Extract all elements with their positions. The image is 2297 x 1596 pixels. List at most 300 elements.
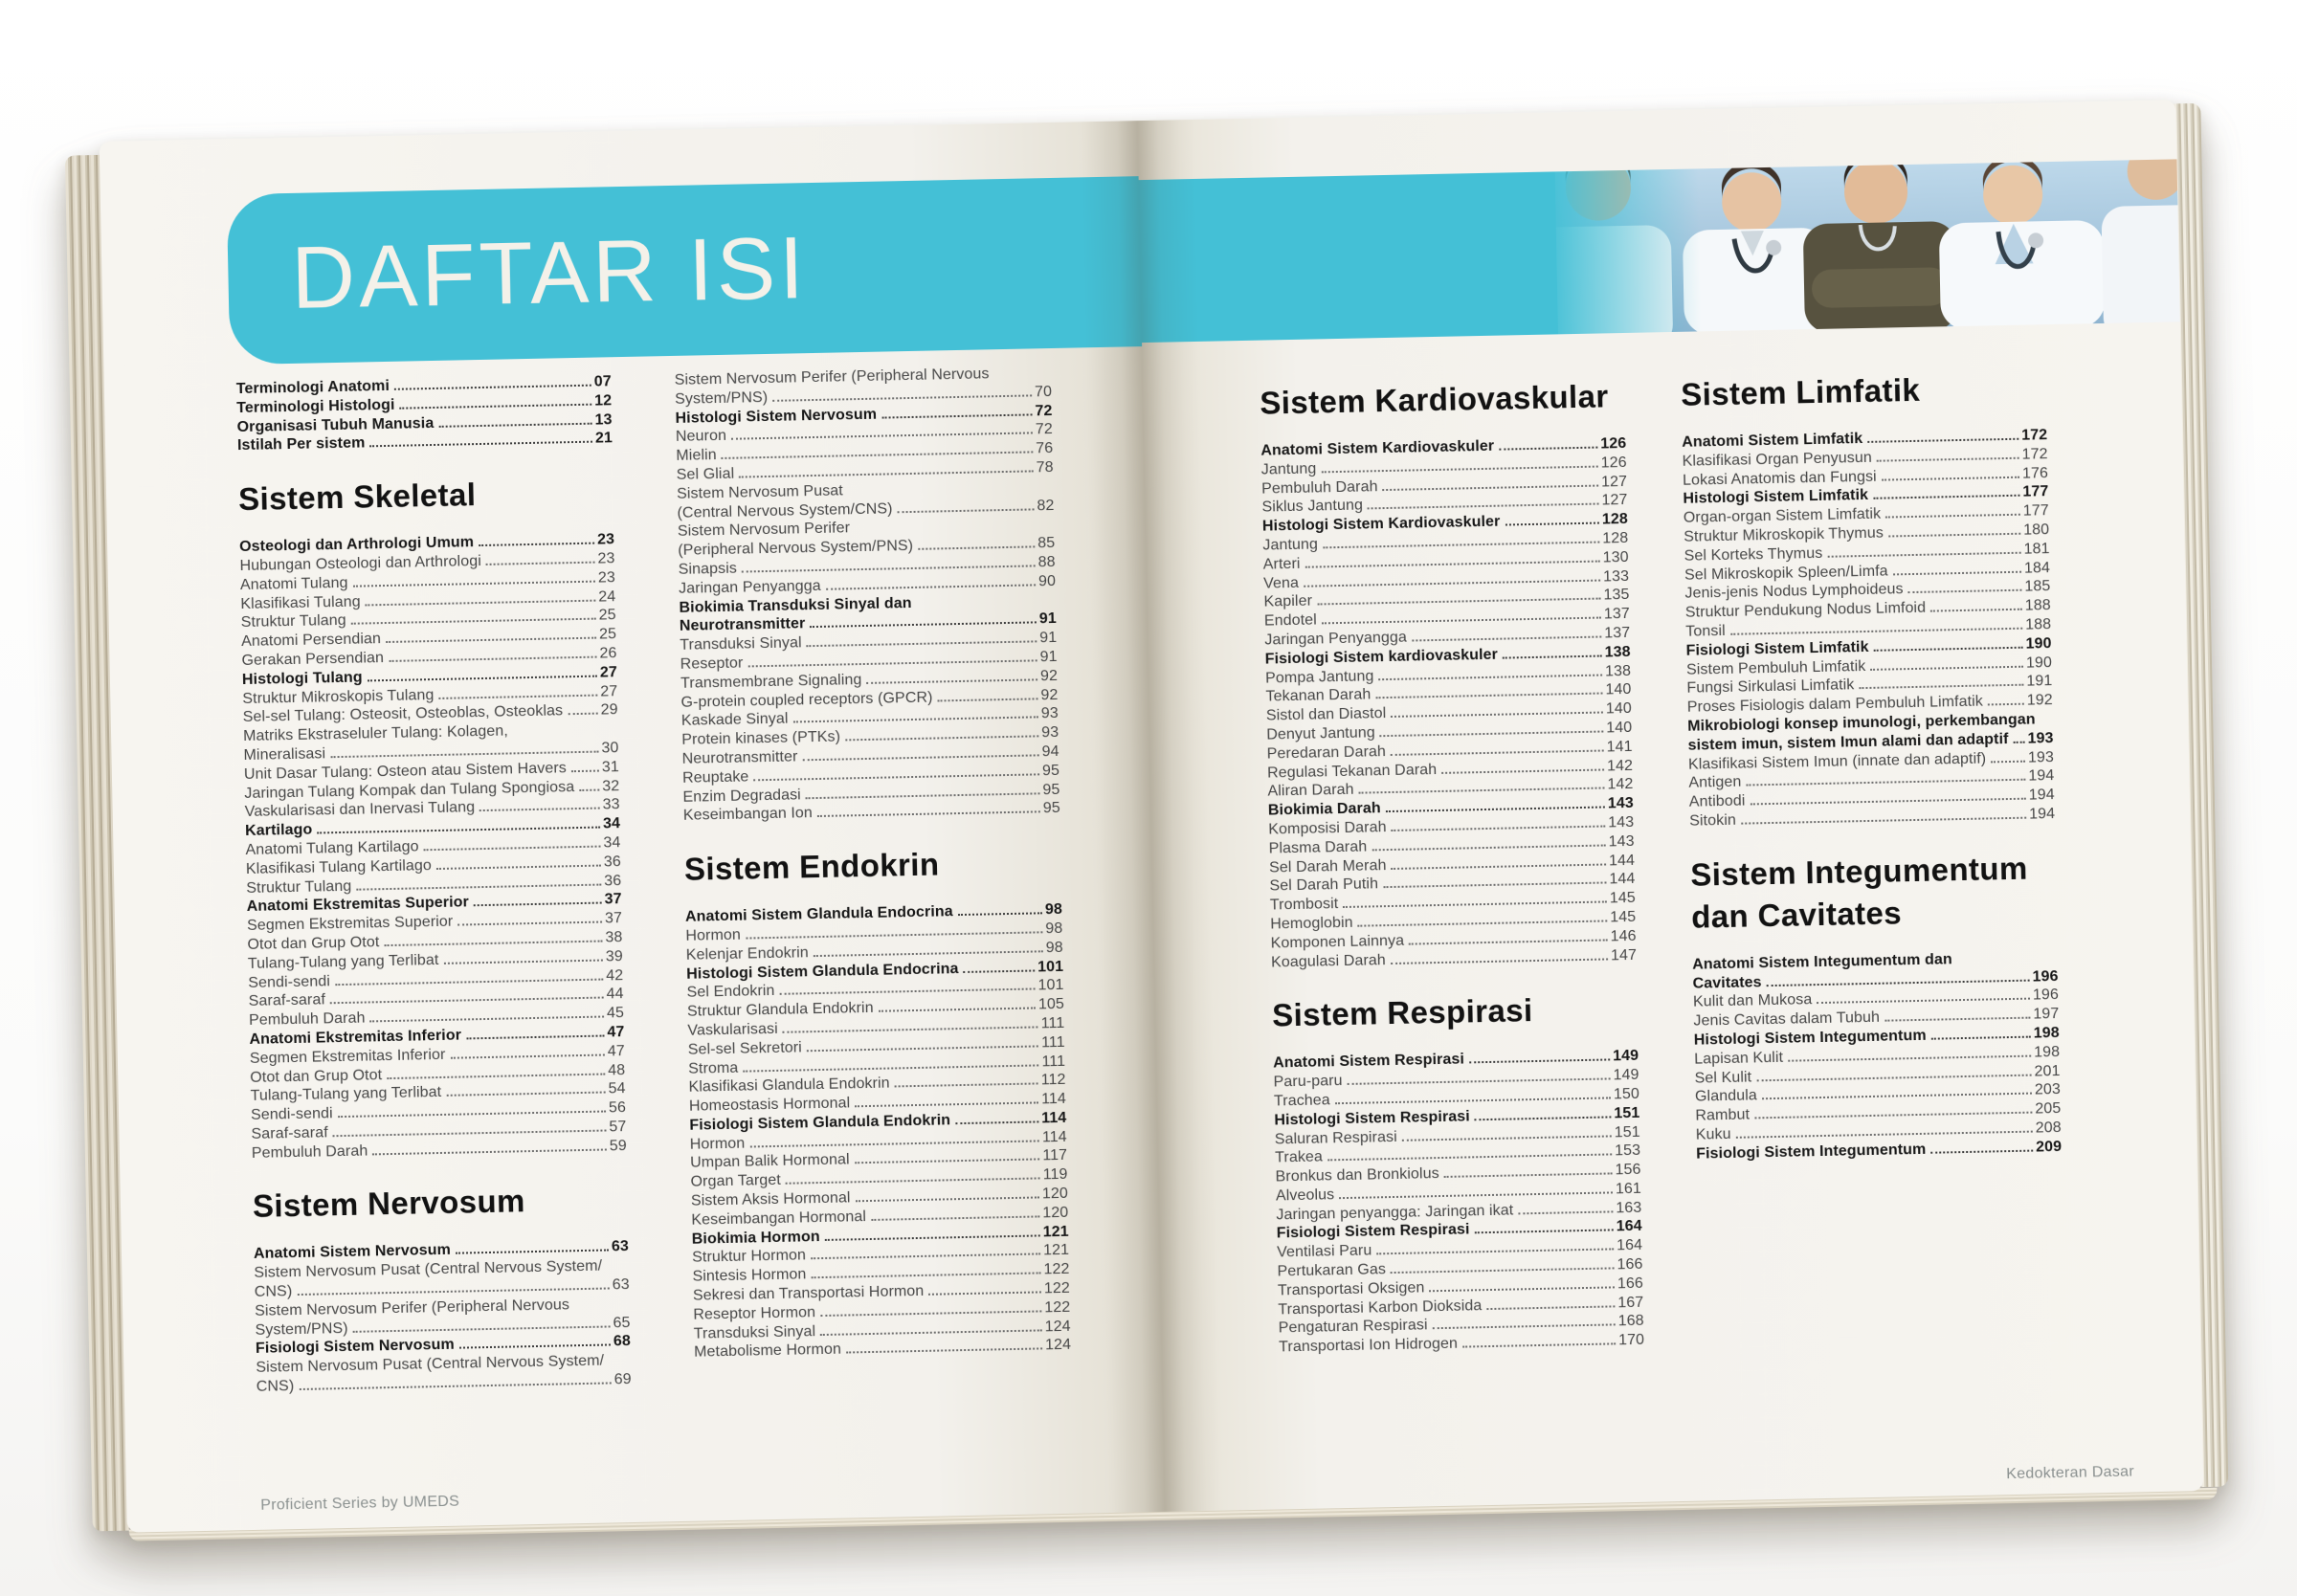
dot-leader — [446, 1092, 605, 1097]
toc-entry-label: Histologi Sistem Kardiovaskuler — [1261, 513, 1501, 535]
dot-leader — [368, 675, 597, 681]
toc-entry-label: Bronkus dan Bronkiolus — [1275, 1165, 1439, 1186]
page-number: 143 — [1608, 832, 1635, 851]
page-number: 27 — [600, 682, 618, 700]
toc-entry-label: Fisiologi Sistem kardiovaskuler — [1264, 646, 1499, 668]
page-number: 149 — [1612, 1048, 1639, 1065]
page-number: 69 — [613, 1371, 632, 1388]
toc-entry-label: Antigen — [1688, 773, 1742, 792]
toc-entry-label: Proses Fisiologis dalam Pembuluh Limfatik — [1686, 693, 1984, 716]
dot-leader — [1908, 589, 2022, 593]
page-number: 141 — [1606, 738, 1633, 756]
toc-entry-label: Paru-paru — [1273, 1073, 1343, 1091]
page-number: 164 — [1616, 1218, 1642, 1235]
toc-entry-label: Mikrobiologi konsep imunologi, perkembangan — [1687, 711, 2036, 735]
toc-entry-label: Anatomi Tulang — [239, 574, 348, 593]
toc-entry-label: Enzim Degradasi — [682, 786, 801, 806]
dot-leader — [457, 921, 602, 926]
page-number: 161 — [1615, 1180, 1642, 1198]
page-number: 208 — [2035, 1119, 2062, 1137]
page-number: 127 — [1600, 473, 1628, 491]
toc-entry-label: Pertukaran Gas — [1277, 1261, 1387, 1280]
toc-entry-label: Anatomi Tulang Kartilago — [245, 838, 419, 858]
page-number: 166 — [1617, 1255, 1643, 1274]
page-number: 91 — [1039, 630, 1058, 647]
toc-entry-label: Klasifikasi Tulang Kartilago — [245, 856, 433, 877]
page-number: 144 — [1608, 852, 1636, 869]
toc-entry-label: Sistol dan Diastol — [1265, 705, 1387, 724]
toc-entry-label: Histologi Tulang — [241, 669, 363, 688]
page-number: 184 — [2023, 559, 2051, 577]
toc-entry-label: Aliran Darah — [1267, 782, 1354, 800]
dot-leader — [806, 792, 1040, 799]
dot-leader — [1503, 654, 1602, 658]
dot-leader — [1873, 495, 2019, 499]
toc-entry-label: Hubungan Osteologi dan Arthrologi — [239, 552, 482, 575]
dot-leader — [474, 902, 602, 907]
dot-leader — [333, 1129, 607, 1137]
dot-leader — [1741, 817, 2026, 825]
dot-leader — [722, 452, 1034, 460]
toc-entry-label: Neurotransmitter — [679, 615, 806, 635]
page-number: 133 — [1602, 567, 1630, 586]
dot-leader — [1376, 1249, 1614, 1255]
dot-leader — [1402, 1135, 1612, 1141]
page-number: 98 — [1045, 939, 1063, 956]
toc-entry-label: Anatomi Sistem Limfatik — [1682, 431, 1863, 451]
toc-title-banner — [227, 176, 1142, 365]
page-number: 47 — [607, 1024, 625, 1041]
page-number: 63 — [612, 1276, 630, 1294]
dot-leader — [739, 470, 1033, 477]
toc-entry-label: Struktur Mikroskopis Tulang — [242, 686, 435, 707]
toc-entry-label: Koagulasi Darah — [1270, 951, 1387, 971]
dot-leader — [1877, 457, 2019, 462]
toc-entry-label: Umpan Balik Hormonal — [690, 1151, 850, 1172]
page-number: 177 — [2022, 483, 2049, 501]
dot-leader — [1867, 438, 2018, 443]
page-number: 65 — [613, 1314, 631, 1332]
toc-entry-label: Hormon — [689, 1135, 746, 1153]
toc-entry-label: Jaringan penyangga: Jaringan ikat — [1276, 1202, 1514, 1224]
dot-leader — [1885, 514, 2020, 519]
page-number: 209 — [2035, 1138, 2063, 1156]
toc-entry-label: Sel-sel Tulang: Osteosit, Osteoblas, Osteoklas — [242, 702, 564, 726]
page-number: 78 — [1036, 458, 1054, 477]
dot-leader — [1383, 484, 1599, 491]
page-number: 164 — [1616, 1237, 1643, 1254]
toc-entry-label: G-protein coupled receptors (GPCR) — [680, 689, 933, 711]
dot-leader — [1486, 1305, 1615, 1310]
toc-entry-label: Trombosit — [1269, 896, 1339, 914]
toc-entry-label: Transduksi Sinyal — [680, 634, 802, 654]
page-number: 34 — [603, 834, 621, 852]
dot-leader — [814, 950, 1043, 957]
page-number: 128 — [1602, 529, 1629, 547]
page-number: 37 — [604, 891, 622, 908]
dot-leader — [1469, 1059, 1610, 1064]
toc-entry-label: Kelenjar Endokrin — [685, 943, 809, 964]
page-number: 24 — [598, 587, 616, 606]
dot-leader — [845, 735, 1038, 741]
page-number: 23 — [597, 568, 616, 587]
toc-entry-label: Sistem Nervosum Pusat — [676, 482, 843, 502]
dot-leader — [1736, 1130, 2033, 1138]
page-number: 135 — [1603, 587, 1630, 604]
toc-entry-label: Arteri — [1262, 555, 1301, 573]
dot-leader — [753, 773, 1039, 781]
toc-entry-label: Histologi Sistem Limfatik — [1683, 487, 1869, 508]
toc-entry-label: Transportasi Ion Hidrogen — [1278, 1335, 1459, 1356]
page-number: 137 — [1603, 606, 1631, 623]
toc-entry-label: Neurotransmitter — [681, 748, 798, 767]
dot-leader — [1884, 1017, 2030, 1022]
toc-entry-label: Sel Endokrin — [686, 983, 775, 1002]
toc-entry-label: Regulasi Tekanan Darah — [1266, 761, 1438, 782]
dot-leader — [1767, 979, 2030, 986]
toc-entry-label: Mineralisasi — [243, 745, 326, 764]
toc-entry-label: Fisiologi Sistem Glandula Endokrin — [689, 1112, 951, 1134]
toc-entry-label: Tonsil — [1685, 622, 1726, 640]
toc-entry-label: Stroma — [688, 1059, 739, 1077]
section-heading: Sistem Limfatik — [1680, 371, 1921, 412]
page-number: 201 — [2034, 1062, 2061, 1080]
toc-entry-label: Sintesis Hormon — [692, 1266, 807, 1285]
dot-leader — [938, 698, 1038, 701]
dot-leader — [1882, 476, 2019, 480]
page-number: 36 — [603, 853, 622, 871]
toc-entry-label: sistem imun, sistem Imun alami dan adaptif — [1687, 730, 2009, 754]
toc-entry-label: Komponen Lainnya — [1270, 932, 1405, 952]
dot-leader — [1358, 920, 1608, 926]
page-number: 193 — [2027, 748, 2055, 766]
page-number: 121 — [1042, 1223, 1069, 1241]
page-number: 25 — [598, 626, 617, 643]
footer-book-label: Kedokteran Dasar — [2006, 1463, 2135, 1483]
page-number: 92 — [1040, 686, 1059, 703]
toc-entry-label: Saluran Respirasi — [1274, 1128, 1397, 1147]
toc-entry-label: Hormon — [685, 926, 742, 944]
page-number: 149 — [1613, 1066, 1639, 1084]
toc-entry-label: Reseptor Hormon — [693, 1304, 816, 1323]
page-number: 27 — [599, 663, 618, 681]
toc-entry-label: Biokimia Darah — [1267, 800, 1381, 819]
page-number: 114 — [1040, 1090, 1067, 1108]
page-number: 07 — [593, 373, 612, 390]
dot-leader — [1746, 779, 2025, 787]
section-heading: Sistem Skeletal — [237, 477, 477, 518]
page-number: 128 — [1601, 511, 1629, 528]
dot-leader — [1343, 901, 1607, 909]
page-number: 34 — [602, 815, 621, 832]
dot-leader — [742, 565, 1036, 572]
dot-leader — [317, 827, 600, 834]
dot-leader — [1380, 730, 1604, 737]
page-number: 167 — [1617, 1294, 1644, 1311]
page-number: 88 — [1037, 553, 1056, 571]
dot-leader — [820, 1329, 1042, 1336]
dot-leader — [786, 1178, 1040, 1185]
page-number: 138 — [1604, 643, 1631, 661]
toc-entry-label: Struktur Glandula Endokrin — [686, 999, 874, 1020]
page-number: 30 — [601, 740, 619, 757]
dot-leader — [802, 754, 1038, 761]
toc-entry-label: CNS) — [254, 1283, 293, 1300]
page-number: 31 — [601, 758, 620, 776]
toc-entry-label: Endotel — [1263, 611, 1318, 630]
page-number: 59 — [609, 1137, 627, 1155]
page-number: 188 — [2025, 616, 2052, 633]
dot-leader — [486, 562, 595, 565]
dot-leader — [370, 1016, 605, 1023]
section-heading: Sistem Respirasi — [1271, 992, 1533, 1033]
dot-leader — [443, 959, 602, 964]
toc-entry-label: Vaskularisasi dan Inervasi Tulang — [244, 799, 476, 821]
toc-entry-label: Sel Korteks Thymus — [1684, 544, 1823, 565]
toc-entry-label: Pengaturan Respirasi — [1278, 1317, 1428, 1337]
page-number: 172 — [2021, 445, 2048, 463]
dot-leader — [958, 912, 1042, 916]
dot-leader — [811, 1273, 1040, 1279]
toc-entry-label: Istilah Per sistem — [236, 434, 366, 454]
page-number: 143 — [1607, 795, 1635, 812]
dot-leader — [1893, 570, 2021, 575]
toc-entry-label: Komposisi Darah — [1268, 819, 1387, 838]
dot-leader — [1754, 1112, 2032, 1119]
dot-leader — [1930, 609, 2022, 612]
dot-leader — [1462, 1343, 1616, 1348]
dot-leader — [1499, 447, 1597, 451]
dot-leader — [856, 1197, 1039, 1203]
page-number: 124 — [1044, 1318, 1071, 1335]
page-number: 177 — [2022, 502, 2049, 520]
page-number: 137 — [1604, 624, 1631, 642]
toc-entry-label: Klasifikasi Organ Penyusun — [1682, 449, 1873, 470]
dot-leader — [1750, 798, 2025, 806]
toc-entry-label: Tekanan Darah — [1265, 686, 1372, 705]
toc-entry-label: Trakea — [1275, 1148, 1324, 1166]
page-number: 42 — [606, 966, 624, 984]
dot-leader — [366, 599, 596, 606]
toc-entry-label: Segmen Ekstremitas Inferior — [249, 1046, 446, 1067]
toc-entry-label: Osteologi dan Arthrologi Umum — [238, 534, 475, 556]
dot-leader — [384, 940, 602, 946]
toc-entry-label: Reseptor — [680, 654, 744, 673]
dot-leader — [1762, 1093, 2032, 1100]
section-heading: Sistem Integumentum dan Cavitates — [1689, 850, 2028, 935]
page-number: 23 — [596, 531, 615, 548]
dot-leader — [1317, 598, 1600, 606]
dot-leader — [424, 845, 601, 851]
page-number: 191 — [2026, 673, 2053, 690]
dot-leader — [1321, 465, 1597, 473]
page-number: 142 — [1607, 776, 1634, 793]
page-number: 95 — [1042, 781, 1060, 798]
toc-entry-label: (Central Nervous System/CNS) — [677, 499, 893, 521]
dot-leader — [400, 403, 592, 409]
page-number: 95 — [1042, 800, 1060, 817]
page-number: 130 — [1602, 548, 1629, 566]
dot-leader — [1375, 693, 1602, 699]
page-number: 198 — [2033, 1043, 2061, 1061]
toc-entry-label: Sel Darah Putih — [1269, 876, 1379, 895]
toc-entry-label: Mielin — [676, 447, 717, 465]
toc-entry-label: Anatomi Persendian — [240, 631, 382, 651]
toc-entry-label: Histologi Sistem Integumentum — [1693, 1027, 1927, 1049]
toc-entry-label: Struktur Mikroskopik Thymus — [1684, 524, 1884, 545]
page-number: 146 — [1610, 927, 1637, 945]
page-number: 170 — [1617, 1332, 1645, 1349]
toc-entry-label: Kapiler — [1263, 592, 1313, 610]
toc-entry-label: Biokimia Hormon — [691, 1228, 820, 1248]
toc-entry-label: Keseimbangan Ion — [682, 805, 814, 825]
page-number: 198 — [2033, 1024, 2060, 1042]
toc-entry-label: Pembuluh Darah — [248, 1009, 366, 1030]
dot-leader — [1429, 1286, 1615, 1292]
toc-entry-label: Sinapsis — [678, 560, 738, 578]
dot-leader — [335, 978, 603, 986]
page-number: 140 — [1605, 700, 1633, 718]
toc-entry-label: Gerakan Persendian — [241, 650, 385, 670]
dot-leader — [820, 1310, 1041, 1317]
dot-leader — [1518, 1210, 1613, 1214]
toc-entry-label: Kulit dan Mukosa — [1692, 991, 1813, 1011]
page-number: 176 — [2021, 464, 2049, 482]
dot-leader — [918, 546, 1035, 550]
dot-leader — [955, 1120, 1038, 1124]
dot-leader — [438, 694, 597, 698]
page-number: 151 — [1614, 1123, 1640, 1141]
dot-leader — [1348, 1078, 1611, 1086]
section-heading: Sistem Kardiovaskular — [1259, 378, 1609, 421]
dot-leader — [1335, 1097, 1611, 1104]
toc-entry-label: Anatomi Ekstremitas Inferior — [249, 1027, 462, 1048]
toc-entry-label: Anatomi Ekstremitas Superior — [246, 894, 470, 916]
dot-leader — [871, 1215, 1039, 1221]
page-number: 111 — [1040, 1014, 1065, 1032]
toc-entry-label: Denyut Jantung — [1266, 724, 1375, 743]
dot-leader — [372, 1148, 607, 1155]
page-number: 37 — [604, 910, 623, 927]
dot-leader — [964, 969, 1036, 972]
page-number: 122 — [1043, 1279, 1071, 1297]
page-number: 45 — [606, 1005, 625, 1022]
dot-leader — [1817, 998, 2030, 1004]
toc-entry-label: Sekresi dan Transportasi Hormon — [692, 1282, 925, 1304]
toc-entry-label: Pembuluh Darah — [1260, 477, 1378, 498]
page-number: 120 — [1042, 1204, 1069, 1222]
page-number: 111 — [1041, 1053, 1066, 1070]
dot-leader — [1391, 958, 1608, 964]
page-number: 93 — [1041, 724, 1059, 742]
toc-entry-label: Trachea — [1273, 1092, 1330, 1110]
dot-leader — [386, 637, 596, 643]
toc-entry-label: Neuron — [675, 428, 727, 446]
dot-leader — [1859, 684, 2023, 689]
toc-entry-label: Struktur Pendukung Nodus Limfoid — [1684, 599, 1927, 621]
toc-entry-label: Sistem Aksis Hormonal — [690, 1189, 851, 1209]
toc-entry-label: Pembuluh Darah — [251, 1142, 368, 1162]
toc-entry-label: Vaskularisasi — [687, 1020, 778, 1039]
page-number: 91 — [1039, 648, 1058, 666]
dot-leader — [479, 543, 594, 546]
page-number: 32 — [602, 777, 620, 795]
dot-leader — [1444, 1173, 1613, 1179]
page-number: 98 — [1044, 901, 1063, 919]
page-number: 194 — [2028, 767, 2055, 785]
page-number: 126 — [1600, 434, 1627, 453]
toc-entry-label: Klasifikasi Glandula Endokrin — [688, 1075, 890, 1097]
right-page — [1137, 100, 2203, 1511]
dot-leader — [743, 1064, 1038, 1072]
dot-leader — [1359, 787, 1605, 794]
toc-entry-label: Jantung — [1260, 460, 1317, 478]
toc-entry-label: Transportasi Karbon Dioksida — [1278, 1297, 1483, 1319]
toc-entry-label: Kuku — [1695, 1125, 1731, 1143]
toc-entry-label: Siklus Jantung — [1261, 497, 1364, 517]
dot-leader — [928, 1291, 1041, 1295]
page-number: 156 — [1615, 1161, 1641, 1179]
dot-leader — [394, 385, 591, 390]
toc-entry-label: Lapisan Kulit — [1694, 1049, 1784, 1068]
dot-leader — [466, 1034, 604, 1039]
toc-entry-label: Struktur Tulang — [240, 612, 346, 632]
photo-teal-fade — [1546, 168, 1702, 334]
page-number: 90 — [1037, 572, 1057, 590]
dot-leader — [1305, 560, 1600, 567]
toc-entry-label: Anatomi Sistem Nervosum — [253, 1242, 452, 1263]
toc-entry-label: Vena — [1262, 574, 1300, 592]
dot-leader — [1327, 1154, 1612, 1162]
page-number: 144 — [1609, 871, 1636, 888]
toc-entry-label: Jenis Cavitas dalam Tubuh — [1693, 1009, 1881, 1030]
dot-leader — [1392, 863, 1607, 870]
page-number: 122 — [1044, 1298, 1071, 1317]
dot-leader — [817, 811, 1040, 818]
toc-entry-label: Histologi Sistem Nervosum — [675, 406, 878, 427]
dot-leader — [579, 788, 599, 790]
page-number: 54 — [608, 1080, 626, 1097]
dot-leader — [783, 1026, 1038, 1032]
dot-leader — [1475, 1230, 1614, 1234]
page-number: 138 — [1604, 662, 1632, 680]
dot-leader — [353, 1325, 611, 1332]
dot-leader — [436, 864, 601, 869]
dot-leader — [571, 769, 599, 772]
page-number: 124 — [1044, 1337, 1072, 1354]
page-number: 145 — [1610, 908, 1637, 926]
page-number: 150 — [1613, 1085, 1640, 1103]
toc-entry-label: Jenis-jenis Nodus Lymphoideus — [1684, 581, 1904, 603]
toc-entry-label: Tulang-Tulang yang Terlibat — [250, 1084, 442, 1105]
section-heading: Sistem Nervosum — [252, 1183, 526, 1225]
toc-entry-label: Anatomi Sistem Glandula Endocrina — [684, 903, 953, 925]
page-number: 194 — [2028, 805, 2056, 823]
dot-leader — [338, 1111, 606, 1119]
dot-leader — [866, 678, 1037, 684]
page-number: 25 — [598, 607, 616, 624]
toc-column-right-2 — [1680, 344, 2062, 1164]
dot-leader — [1391, 749, 1604, 755]
toc-entry-label: Matriks Ekstraseluler Tulang: Kolagen, — [242, 722, 509, 745]
dot-leader — [1322, 617, 1601, 625]
dot-leader — [479, 808, 600, 812]
dot-leader — [330, 751, 598, 759]
page-number: 166 — [1617, 1275, 1644, 1293]
dot-leader — [1386, 807, 1605, 813]
toc-entry-label: Unit Dasar Tulang: Osteon atau Sistem Havers — [243, 760, 568, 783]
dot-leader — [1304, 579, 1600, 587]
